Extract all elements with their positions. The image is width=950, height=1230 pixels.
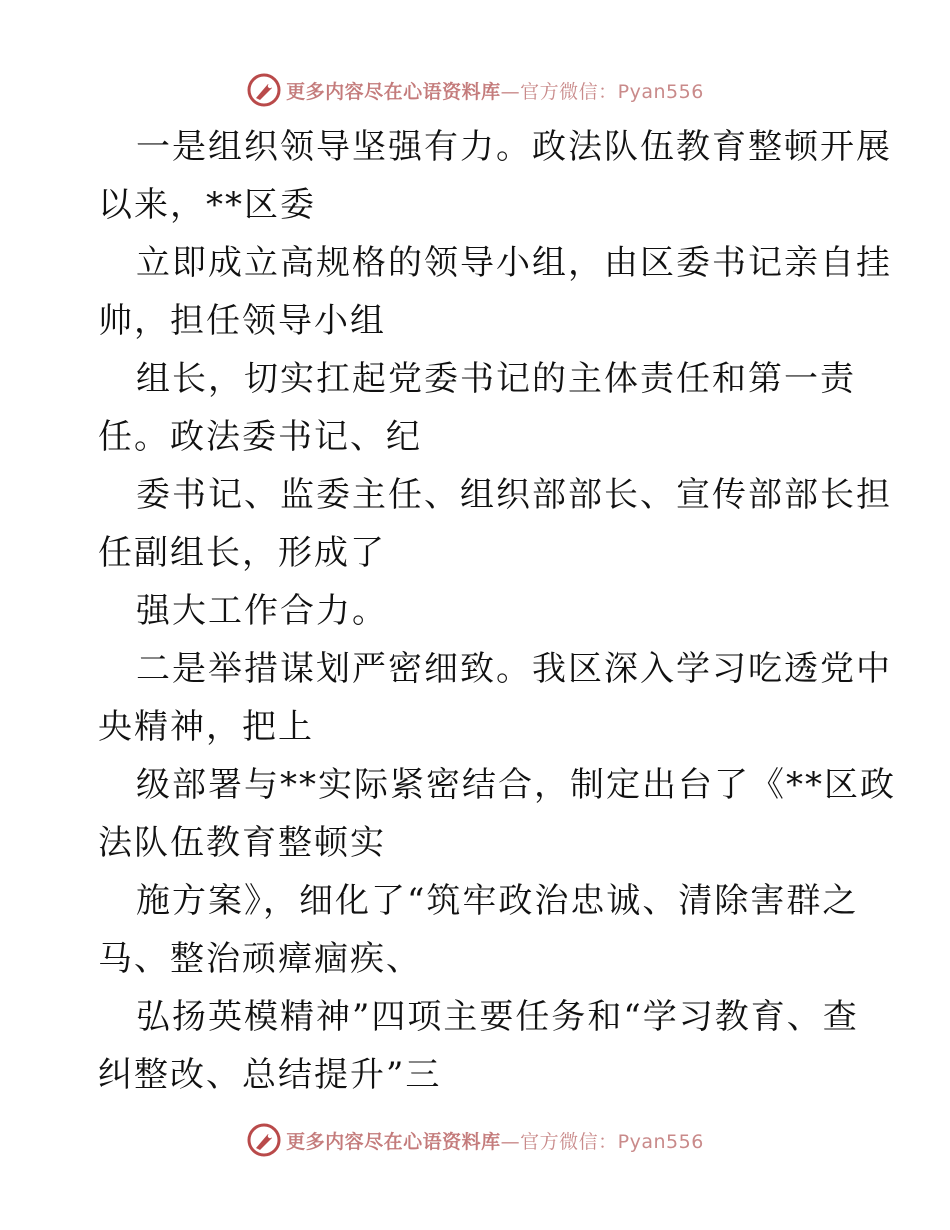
header-contact: 官方微信：Pyan556 [520, 80, 704, 103]
footer-banner-text [286, 1127, 704, 1154]
pen-nib-logo-icon [246, 1122, 282, 1158]
document-line: 弘扬英模精神”四项主要任务和“学习教育、查 [136, 997, 859, 1037]
document-line: 强大工作合力。 [136, 591, 388, 631]
header-site-name: 更多内容尽在心语资料库 [286, 80, 501, 103]
document-line: 一是组织领导坚强有力。政法队伍教育整顿开展 [136, 127, 892, 167]
document-line: 法队伍教育整顿实 [98, 823, 386, 863]
document-line: 纠整改、总结提升”三 [98, 1055, 442, 1095]
document-line: 马、整治顽瘴痼疾、 [98, 939, 422, 979]
document-line: 委书记、监委主任、组织部部长、宣传部部长担 [136, 475, 892, 515]
document-line: 任副组长，形成了 [98, 533, 386, 573]
document-line: 施方案》，细化了“筑牢政治忠诚、清除害群之 [136, 881, 859, 921]
document-line: 央精神，把上 [98, 707, 314, 747]
document-line: 以来，**区委 [98, 185, 316, 225]
footer-contact: 官方微信：Pyan556 [520, 1130, 704, 1153]
document-line: 立即成立高规格的领导小组，由区委书记亲自挂 [136, 243, 892, 283]
document-line: 组长，切实扛起党委书记的主体责任和第一责 [136, 359, 856, 399]
header-banner [0, 68, 950, 112]
footer-separator: — [500, 1130, 521, 1153]
document-line: 任。政法委书记、纪 [98, 417, 422, 457]
pen-nib-logo-icon [246, 72, 282, 108]
document-line: 帅，担任领导小组 [98, 301, 386, 341]
header-banner-text [286, 77, 704, 104]
document-line: 级部署与**实际紧密结合，制定出台了《**区政 [136, 765, 896, 805]
header-separator: — [500, 80, 521, 103]
footer-site-name: 更多内容尽在心语资料库 [286, 1130, 501, 1153]
footer-banner [0, 1118, 950, 1162]
document-body [98, 118, 896, 1104]
document-line: 二是举措谋划严密细致。我区深入学习吃透党中 [136, 649, 892, 689]
